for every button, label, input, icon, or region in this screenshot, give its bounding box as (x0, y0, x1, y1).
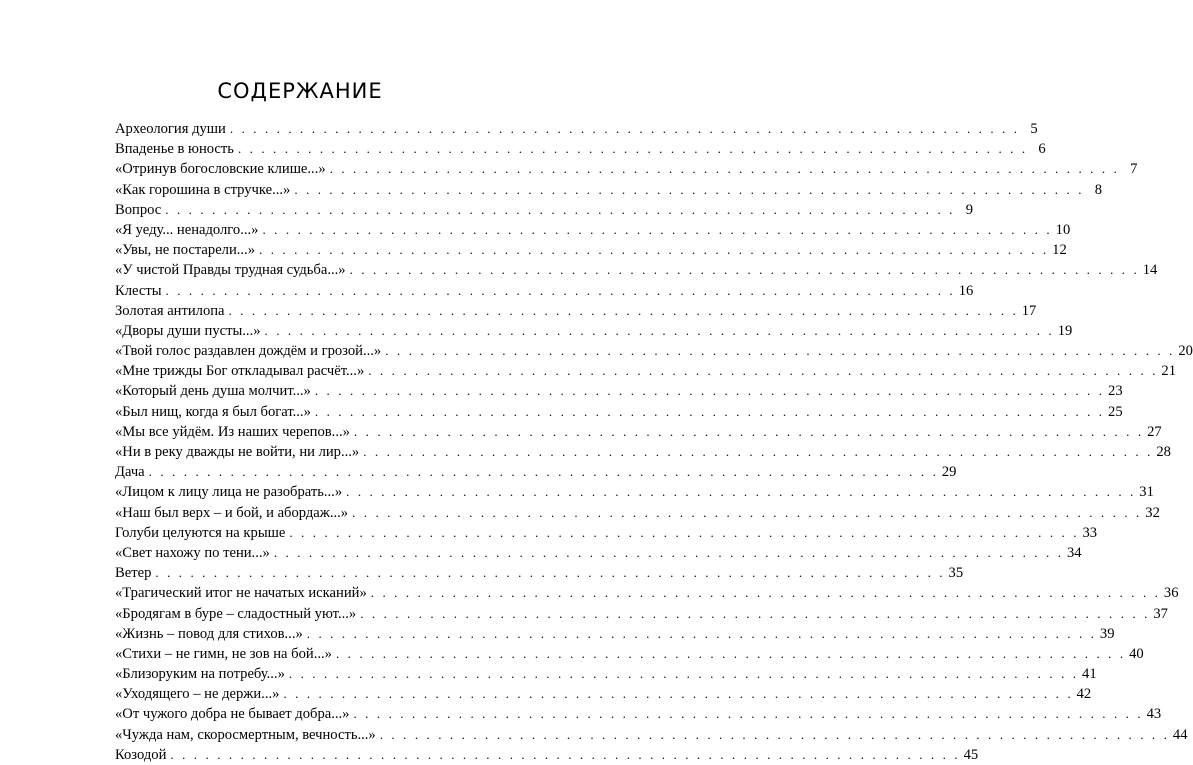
toc-entry (115, 139, 1046, 159)
toc-entry-title: «Бродягам в буре – сладостный уют...» (115, 605, 357, 622)
toc-entry-page-number: 17 (1021, 302, 1037, 319)
toc-entry-title: «Отринув богословские клише...» (115, 161, 326, 178)
dot-leader: . . . . . . . . . . . . . . . . . . . . . . . . . . . . . . . . . . . . . . . . . . . . . . . . . . . . . . . . . . . . . . . . . . . . (346, 484, 1136, 500)
toc-entry-page-number: 43 (1146, 706, 1162, 723)
toc-entry (115, 664, 1097, 684)
toc-entry (115, 543, 1082, 563)
toc-entry (115, 159, 1138, 179)
toc-entry-page-number: 37 (1153, 605, 1168, 622)
toc-entry-title: Золотая антилопа (115, 302, 225, 319)
toc-entry (115, 301, 1037, 321)
dot-leader: . . . . . . . . . . . . . . . . . . . . . . . . . . . . . . . . . . . . . . . . . . . . . . . . . . . . . . . . . . . . . . . . . . . . (353, 706, 1144, 722)
toc-entry-title: «У чистой Правды трудная судьба...» (115, 262, 346, 279)
toc-entry-page-number: 25 (1108, 403, 1123, 420)
toc-entry-page-number: 19 (1057, 322, 1073, 339)
toc-entry-page-number: 7 (1130, 161, 1138, 178)
toc-entry-page-number: 45 (963, 746, 979, 763)
toc-entry (115, 442, 1171, 462)
dot-leader: . . . . . . . . . . . . . . . . . . . . . . . . . . . . . . . . . . . . . . . . . . . . . . . . . . . . . . . . . . . . . . . . . . . . (288, 666, 1079, 682)
toc-entry-title: «Мне трижды Бог откладывал расчёт...» (115, 363, 365, 380)
toc-entry (115, 220, 1071, 240)
toc-entry-title: Ветер (115, 565, 152, 582)
toc-entry (115, 119, 1038, 139)
toc-entry-page-number: 31 (1139, 484, 1154, 501)
toc-entry-page-number: 8 (1094, 181, 1103, 198)
dot-leader: . . . . . . . . . . . . . . . . . . . . . . . . . . . . . . . . . . . . . . . . . . . . . . . . . . . . . . . . . . . . . . . . . . . . (379, 726, 1170, 742)
toc-entry-page-number: 35 (948, 565, 964, 582)
toc-entry (115, 583, 1179, 603)
dot-leader: . . . . . . . . . . . . . . . . . . . . . . . . . . . . . . . . . . . . . . . . . . . . . . . . . . . . . . . . . . . . . . . . . . . . (229, 121, 1020, 136)
toc-entry-title: Козодой (115, 746, 167, 763)
dot-leader: . . . . . . . . . . . . . . . . . . . . . . . . . . . . . . . . . . . . . . . . . . . . . . . . . . . . . . . . . . . . . . . . . . . . (352, 504, 1142, 520)
dot-leader: . . . . . . . . . . . . . . . . . . . . . . . . . . . . . . . . . . . . . . . . . . . . . . . . . . . . . . . . . . . . . . . . . . . . (273, 544, 1064, 560)
toc-entry (115, 422, 1162, 442)
toc-entry (115, 240, 1067, 260)
dot-leader: . . . . . . . . . . . . . . . . . . . . . . . . . . . . . . . . . . . . . . . . . . . . . . . . . . . . . . . . . . . . . . . . . . . . (228, 302, 1019, 318)
toc-entry (115, 341, 1193, 361)
toc-entry-title: «Наш был верх – и бой, и абордаж...» (115, 504, 349, 521)
dot-leader: . . . . . . . . . . . . . . . . . . . . . . . . . . . . . . . . . . . . . . . . . . . . . . . . . . . . . . . . . . . . . . . . . . . . (165, 201, 956, 217)
dot-leader: . . . . . . . . . . . . . . . . . . . . . . . . . . . . . . . . . . . . . . . . . . . . . . . . . . . . . . . . . . . . . . . . . . . . (283, 686, 1074, 702)
toc-entry (115, 462, 957, 482)
dot-leader: . . . . . . . . . . . . . . . . . . . . . . . . . . . . . . . . . . . . . . . . . . . . . . . . . . . . . . . . . . . . . . . . . . . . (264, 322, 1055, 338)
dot-leader: . . . . . . . . . . . . . . . . . . . . . . . . . . . . . . . . . . . . . . . . . . . . . . . . . . . . . . . . . . . . . . . . . . . . (165, 282, 956, 298)
toc-entry-title: «Стихи – не гимн, не зов на бой...» (115, 645, 332, 662)
toc-entry-page-number: 29 (941, 464, 957, 481)
toc-entry-title: Клесты (115, 282, 162, 299)
toc-entry-title: «Был нищ, когда я был богат...» (115, 403, 311, 420)
dot-leader: . . . . . . . . . . . . . . . . . . . . . . . . . . . . . . . . . . . . . . . . . . . . . . . . . . . . . . . . . . . . . . . . . . . . (306, 625, 1097, 641)
toc-entry (115, 180, 1103, 200)
dot-leader: . . . . . . . . . . . . . . . . . . . . . . . . . . . . . . . . . . . . . . . . . . . . . . . . . . . . . . . . . . . . . . . . . . . . (155, 565, 946, 581)
toc-entry (115, 624, 1115, 644)
dot-leader: . . . . . . . . . . . . . . . . . . . . . . . . . . . . . . . . . . . . . . . . . . . . . . . . . . . . . . . . . . . . . . . . . . . . (237, 141, 1028, 157)
toc-entry-title: Археология души (115, 121, 226, 137)
toc-entry (115, 563, 964, 583)
toc-entry-page-number: 6 (1038, 141, 1046, 158)
toc-entry (115, 321, 1073, 341)
toc-entry (115, 361, 1176, 381)
toc-entry-page-number: 42 (1076, 686, 1092, 703)
toc-entry-page-number: 41 (1082, 666, 1097, 683)
toc-entry-title: «Я уеду... ненадолго...» (115, 221, 259, 238)
toc-entry (115, 482, 1154, 502)
toc-entry-page-number: 5 (1030, 121, 1038, 137)
toc-entry-title: «Уходящего – не держи...» (115, 686, 280, 703)
toc-entry-page-number: 44 (1172, 726, 1188, 743)
toc-entry (115, 200, 974, 220)
dot-leader: . . . . . . . . . . . . . . . . . . . . . . . . . . . . . . . . . . . . . . . . . . . . . . . . . . . . . . . . . . . . . . . . . . . . (349, 262, 1140, 278)
toc-entry-page-number: 34 (1066, 544, 1082, 561)
toc-entry-title: «Близоруким на потребу...» (115, 666, 285, 683)
toc-entry-title: «Как горошина в стручке...» (115, 181, 291, 198)
dot-leader: . . . . . . . . . . . . . . . . . . . . . . . . . . . . . . . . . . . . . . . . . . . . . . . . . . . . . . . . . . . . . . . . . . . . (170, 746, 961, 762)
toc-entry (115, 725, 1188, 745)
toc-entry-page-number: 23 (1108, 383, 1123, 400)
toc-entry (115, 523, 1098, 543)
toc-entry-page-number: 36 (1163, 585, 1179, 602)
toc-entry-page-number: 27 (1147, 423, 1162, 440)
toc-entry-title: «Лицом к лицу лица не разобрать...» (115, 484, 343, 501)
toc-entry-title: «Свет нахожу по тени...» (115, 544, 270, 561)
dot-leader: . . . . . . . . . . . . . . . . . . . . . . . . . . . . . . . . . . . . . . . . . . . . . . . . . . . . . . . . . . . . . . . . . . . . (148, 464, 939, 480)
dot-leader: . . . . . . . . . . . . . . . . . . . . . . . . . . . . . . . . . . . . . . . . . . . . . . . . . . . . . . . . . . . . . . . . . . . . (289, 524, 1080, 540)
toc-entry-page-number: 28 (1156, 444, 1171, 460)
toc-entry (115, 704, 1162, 724)
page-title: СОДЕРЖАНИЕ (217, 79, 383, 103)
dot-leader: . . . . . . . . . . . . . . . . . . . . . . . . . . . . . . . . . . . . . . . . . . . . . . . . . . . . . . . . . . . . . . . . . . . . (363, 444, 1153, 459)
dot-leader: . . . . . . . . . . . . . . . . . . . . . . . . . . . . . . . . . . . . . . . . . . . . . . . . . . . . . . . . . . . . . . . . . . . . (314, 403, 1105, 419)
toc-entry-title: «Который день душа молчит...» (115, 383, 311, 400)
toc-entry-page-number: 32 (1145, 504, 1160, 521)
dot-leader: . . . . . . . . . . . . . . . . . . . . . . . . . . . . . . . . . . . . . . . . . . . . . . . . . . . . . . . . . . . . . . . . . . . . (335, 645, 1126, 661)
toc-entry (115, 644, 1144, 664)
toc-entry (115, 503, 1160, 523)
toc-entry-title: «Чужда нам, скоросмертным, вечность...» (115, 726, 376, 743)
dot-leader: . . . . . . . . . . . . . . . . . . . . . . . . . . . . . . . . . . . . . . . . . . . . . . . . . . . . . . . . . . . . . . . . . . . . (360, 605, 1150, 621)
toc-entry (115, 604, 1168, 624)
toc-entry (115, 402, 1123, 422)
toc-entry (115, 745, 979, 765)
toc-entry-title: Дача (115, 464, 145, 481)
dot-leader: . . . . . . . . . . . . . . . . . . . . . . . . . . . . . . . . . . . . . . . . . . . . . . . . . . . . . . . . . . . . . . . . . . . . (353, 423, 1144, 439)
toc-entry (115, 684, 1092, 704)
toc-entry-title: «Увы, не постарели...» (115, 242, 256, 259)
dot-leader: . . . . . . . . . . . . . . . . . . . . . . . . . . . . . . . . . . . . . . . . . . . . . . . . . . . . . . . . . . . . . . . . . . . . (262, 221, 1053, 237)
toc-entry-page-number: 20 (1178, 343, 1193, 360)
toc-entry (115, 281, 974, 301)
toc-entry-title: «Трагический итог не начатых исканий» (115, 585, 367, 602)
toc-entry-title: «От чужого добра не бывает добра...» (115, 706, 350, 723)
toc-entry-title: Вопрос (115, 201, 162, 218)
toc-entry-title: Голуби целуются на крыше (115, 524, 286, 541)
dot-leader: . . . . . . . . . . . . . . . . . . . . . . . . . . . . . . . . . . . . . . . . . . . . . . . . . . . . . . . . . . . . . . . . . . . . (259, 242, 1049, 258)
toc-entry-page-number: 40 (1129, 645, 1144, 662)
toc-entry-page-number: 21 (1161, 363, 1176, 380)
toc-entry-title: «Жизнь – повод для стихов...» (115, 625, 303, 642)
dot-leader: . . . . . . . . . . . . . . . . . . . . . . . . . . . . . . . . . . . . . . . . . . . . . . . . . . . . . . . . . . . . . . . . . . . . (294, 181, 1085, 197)
toc-entry-page-number: 39 (1099, 625, 1115, 642)
dot-leader: . . . . . . . . . . . . . . . . . . . . . . . . . . . . . . . . . . . . . . . . . . . . . . . . . . . . . . . . . . . . . . . . . . . . (314, 383, 1105, 399)
dot-leader: . . . . . . . . . . . . . . . . . . . . . . . . . . . . . . . . . . . . . . . . . . . . . . . . . . . . . . . . . . . . . . . . . . . . (329, 161, 1120, 177)
toc-entry-page-number: 16 (958, 282, 974, 299)
toc-entry-title: «Дворы души пусты...» (115, 322, 261, 339)
toc-entry-page-number: 12 (1052, 242, 1067, 259)
toc-entry-page-number: 10 (1055, 221, 1071, 238)
toc-entry-title: Впаденье в юность (115, 141, 234, 158)
toc-entry-page-number: 9 (965, 201, 974, 218)
toc-entry-title: «Ни в реку дважды не войти, ни лир...» (115, 444, 360, 460)
dot-leader: . . . . . . . . . . . . . . . . . . . . . . . . . . . . . . . . . . . . . . . . . . . . . . . . . . . . . . . . . . . . . . . . . . . . (370, 585, 1161, 601)
dot-leader: . . . . . . . . . . . . . . . . . . . . . . . . . . . . . . . . . . . . . . . . . . . . . . . . . . . . . . . . . . . . . . . . . . . . (368, 363, 1158, 379)
toc-entry-page-number: 33 (1082, 524, 1098, 541)
table-of-contents (115, 119, 1193, 765)
toc-entry-page-number: 14 (1142, 262, 1158, 279)
toc-entry-title: «Мы все уйдём. Из наших черепов...» (115, 423, 350, 440)
dot-leader: . . . . . . . . . . . . . . . . . . . . . . . . . . . . . . . . . . . . . . . . . . . . . . . . . . . . . . . . . . . . . . . . . . . . (385, 343, 1175, 359)
toc-entry-title: «Твой голос раздавлен дождём и грозой...» (115, 343, 382, 360)
toc-entry (115, 381, 1123, 401)
toc-entry (115, 260, 1158, 280)
